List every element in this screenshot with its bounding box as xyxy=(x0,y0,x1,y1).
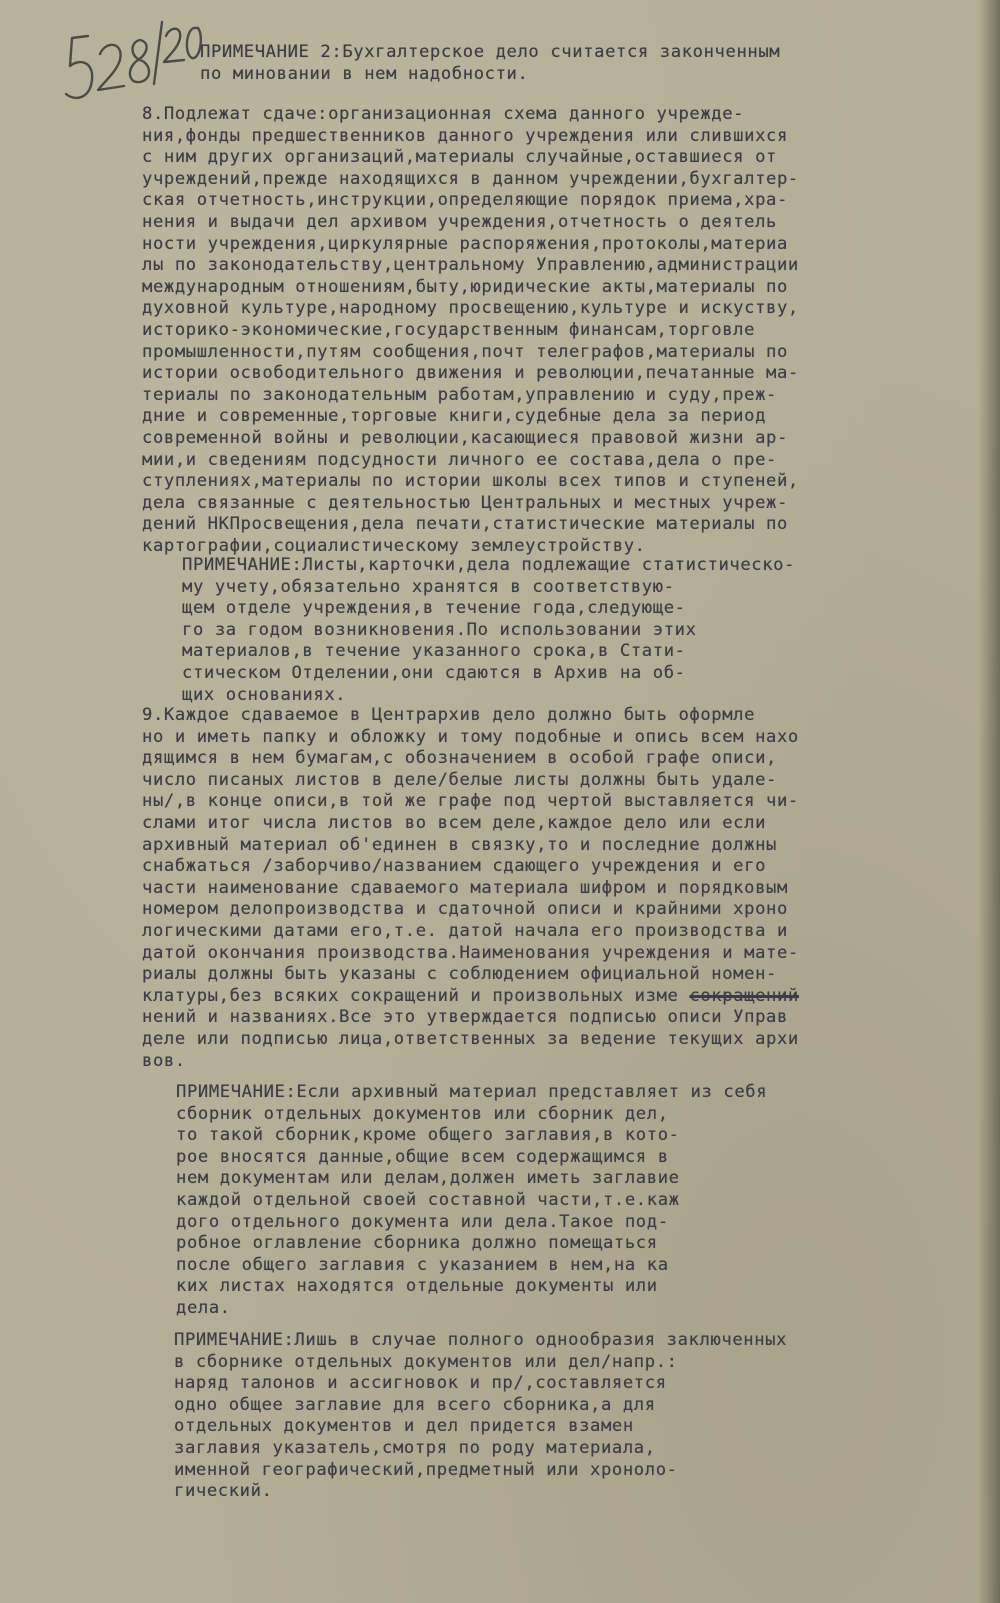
text-line: ны/,в конце описи,в той же графе под чертой выставляется чи- xyxy=(142,791,799,812)
text-line: ких листах находятся отдельные документы или xyxy=(176,1276,658,1297)
text-line: нем документам или делам,должен иметь заглавие xyxy=(176,1168,680,1189)
text-line: в сборнике отдельных документов или дел/напр.: xyxy=(174,1351,678,1372)
text-line: современной войны и революции,касающиеся правовой жизни ар- xyxy=(142,427,788,448)
text-line: число писаных листов в деле/белые листы должны быть удале- xyxy=(142,769,777,790)
text-line: дого отдельного документа или дела.Такое под- xyxy=(176,1211,669,1232)
text-line: учреждений,прежде находящихся в данном учреждении,бухгалтер- xyxy=(142,168,799,189)
text-line: рое вносятся данные,общие всем содержащимся в xyxy=(176,1146,669,1167)
note-2-bookkeeping xyxy=(200,41,780,85)
text-line: нений и названиях.Все это утверждается подписью описи Управ xyxy=(142,1007,788,1028)
paragraph-9-file-formatting xyxy=(142,705,799,1072)
text-line: то такой сборник,кроме общего заглавия,в кото- xyxy=(176,1125,680,1146)
text-line: картографии,социалистическому землеустройству. xyxy=(142,535,646,556)
text-line: риалы должны быть указаны с соблюдением официальной номен- xyxy=(142,964,777,985)
text-line: ПРИМЕЧАНИЕ:Лишь в случае полного однообразия заключенных xyxy=(174,1330,788,1350)
text-line: го за годом возникновения.По использовании этих xyxy=(182,619,697,640)
text-line: щем отделе учреждения,в течение года,следующе- xyxy=(182,598,686,619)
text-line: ПРИМЕЧАНИЕ 2:Бухгалтерское дело считается законченным xyxy=(200,42,781,62)
text-line: щих основаниях. xyxy=(182,684,347,705)
text-line: мии,и сведениям подсудности личного ее состава,дела о пре- xyxy=(142,449,777,470)
text-line: части наименование сдаваемого материала шифром и порядковым xyxy=(142,877,788,898)
text-line: после общего заглавия с указанием в нем,на ка xyxy=(176,1254,669,1275)
text-line: ния,фонды предшественников данного учреждения или слившихся xyxy=(142,125,788,146)
text-line: гический. xyxy=(174,1481,273,1502)
text-line: робное оглавление сборника должно помещаться xyxy=(176,1233,658,1254)
text-segment: клатуры,без всяких сокращений и произвольных изме xyxy=(142,985,679,1006)
text-line: снабжаться /заборчиво/названием сдающего учреждения и его xyxy=(142,856,767,877)
text-line: ская отчетность,инструкции,определяющие порядок приема,хра- xyxy=(142,190,788,211)
text-line: дящимся в нем бумагам,с обозначением в особой графе описи, xyxy=(142,748,777,769)
text-line: датой окончания производства.Наименования учреждения и мате- xyxy=(142,942,799,963)
text-line: деле или подписью лица,ответственных за ведение текущих архи xyxy=(142,1028,799,1049)
text-line: нения и выдачи дел архивом учреждения,отчетность о деятель xyxy=(142,211,777,232)
text-line: дние и современные,торговые книги,судебные дела за период xyxy=(142,406,767,427)
text-line: отдельных документов и дел придется взамен xyxy=(174,1416,634,1437)
text-line: ступлениях,материалы по истории школы всех типов и ступеней, xyxy=(142,471,799,492)
text-line: ПРИМЕЧАНИЕ:Листы,карточки,дела подлежащие статистическо- xyxy=(182,555,796,575)
text-line: заглавия указатель,смотря по роду материала, xyxy=(174,1437,656,1458)
text-line: сборник отдельных документов или сборник дел, xyxy=(176,1103,669,1124)
text-line: истории освободительного движения и революции,печатанные ма- xyxy=(142,363,799,384)
text-line: одно общее заглавие для всего сборника,а для xyxy=(174,1394,656,1415)
text-line: ности учреждения,циркулярные распоряжения,протоколы,материа xyxy=(142,233,788,254)
text-line: промышленности,путям сообщения,почт телеграфов,материалы по xyxy=(142,341,788,362)
text-line: наряд талонов и ассигновок и пр/,составляется xyxy=(174,1373,667,1394)
text-line: лы по законодательству,центральному Управлению,администрации xyxy=(142,255,799,276)
paper-edge-shadow xyxy=(978,0,1000,1603)
text-line: по миновании в нем надобности. xyxy=(200,64,529,84)
text-line: териалы по законодательным работам,управлению и суду,преж- xyxy=(142,384,777,405)
text-line: международным отношениям,быту,юридические акты,материалы по xyxy=(142,276,788,297)
paragraph-8-items-to-submit xyxy=(142,104,799,557)
text-line: дела связанные с деятельностью Центральных и местных учреж- xyxy=(142,492,788,513)
text-line: дений НКПросвещения,дела печати,статистические материалы по xyxy=(142,514,788,535)
text-line: слами итог числа листов во всем деле,каждое дело или если xyxy=(142,812,767,833)
text-line: вов. xyxy=(142,1050,186,1071)
text-line: ПРИМЕЧАНИЕ:Если архивный материал представляет из себя xyxy=(176,1082,768,1102)
text-line: но и иметь папку и обложку и тому подобные и опись всем нахо xyxy=(142,726,799,747)
text-line: именной географический,предметный или хроноло- xyxy=(174,1459,678,1480)
text-line-with-strikeout xyxy=(142,986,799,1008)
text-line: архивный материал об'единен в связку,то и последние должны xyxy=(142,834,777,855)
note-uniform-collection xyxy=(174,1330,787,1503)
struck-out-word: сокращений xyxy=(689,985,799,1006)
text-line: духовной культуре,народному просвещению,культуре и искуству, xyxy=(142,298,799,319)
text-line: с ним других организаций,материалы случайные,оставшиеся от xyxy=(142,147,777,168)
note-archive-collection-title xyxy=(176,1082,767,1320)
text-line: материалов,в течение указанного срока,в Стати- xyxy=(182,641,686,662)
text-line: дела. xyxy=(176,1297,231,1318)
text-line: стическом Отделении,они сдаются в Архив на об- xyxy=(182,662,686,683)
text-line: историко-экономические,государственным финансам,торговле xyxy=(142,319,756,340)
text-line: логическими датами его,т.е. датой начала его производства и xyxy=(142,920,788,941)
text-line: 9.Каждое сдаваемое в Центрархив дело должно быть оформле xyxy=(142,705,756,725)
text-line: номером делопроизводства и сдаточной описи и крайними хроно xyxy=(142,899,788,920)
note-statistical-records xyxy=(182,555,795,706)
text-line: каждой отдельной своей составной части,т.е.каж xyxy=(176,1189,680,1210)
text-line: 8.Подлежат сдаче:организационная схема данного учрежде- xyxy=(142,104,745,124)
text-line: му учету,обязательно хранятся в соответствую- xyxy=(182,576,675,597)
